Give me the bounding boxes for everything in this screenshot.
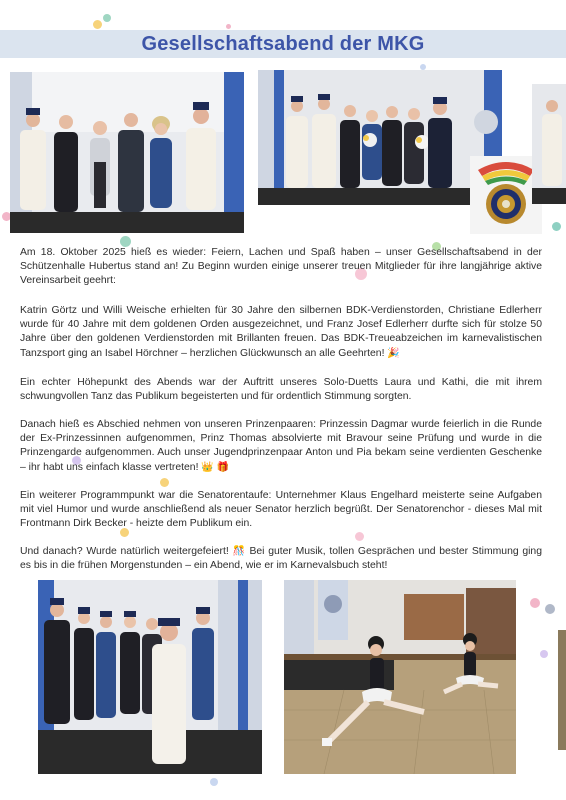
article-body [20,376,542,404]
confetti-dot [530,598,540,608]
paragraph-intro: Am 18. Oktober 2025 hieß es wieder: Feiern, Lachen und Spaß haben – unser Gesellschaftsabend in der Schützenhalle Hubertus stand an! Zu Beginn wurden einige unserer treuen Mitglieder für ihre langjährige aktive Vereinsarbeit geehrt: [20,247,542,287]
confetti-dot [103,14,111,22]
party-popper-icon: 🎉 [387,347,400,359]
paragraph-farewell-text: Danach hieß es Abschied nehmen von unseren Prinzenpaaren: Prinzessin Dagmar wurde feierlich in die Runde der Ex-Prinzessinnen aufgenommen, Prinz Thomas absolvierte mit Bravour seine Prüfung und wurde in die Prinzengarde aufgenommen. Auch unser Jugendprinzenpaar Anton und Pia bekam seine verdienten Geschenke – ihr habt uns einfach klasse vertreten! [20,419,542,473]
crown-gift-icon: 👑 🎁 [201,461,230,473]
paragraph-honors-text: Katrin Görtz und Willi Weische erhielten für 30 Jahre den silbernen BDK-Verdienstorden, Christiane Edlerherr wurde für 40 Jahre mit dem goldenen Orden ausgezeichnet, und Franz Josef Edlerherr durfte sich für stolze 50 Jahre über den goldenen Verdienstorden mit Brillanten freuen. Das BDK-Treueabzeichen im karnevalistischen Tanzsport ging an Isabel Hörchner – herzlichen Glückwunsch an alle Geehrten! [20,305,542,359]
confetti-dot [160,478,169,487]
confetti-dot [545,604,555,614]
paragraph-closing [20,545,542,573]
photo-edge-fragment [558,630,566,750]
confetti-dot [355,532,364,541]
paragraph-honors [20,304,542,361]
article-body [20,545,542,573]
article-body [20,418,542,475]
paragraph-senator: Ein weiterer Programmpunkt war die Senatorentaufe: Unternehmer Klaus Engelhard meisterte seine Aufgaben mit viel Humor und wurde anschließend als neuer Senator herzlich begrüßt. Der Senatorenchor - dieses Mal mit Frontmann Dirk Becker - heizte dem Publikum ein. [20,490,542,530]
page-title: Gesellschaftsabend der MKG [141,33,425,55]
photo-edge-fragment [532,84,566,204]
confetti-dot [226,24,231,29]
article-body [20,489,542,532]
article-body [20,246,542,289]
article-body [20,304,542,361]
photo-dance-duet [284,580,516,774]
confetti-dot [540,650,548,658]
photo-award-ceremony [258,70,502,205]
confetti-dot [552,222,561,231]
paragraph-closing-text-2: Bei guter Musik, tollen Gesprächen und bester Stimmung ging es bis in die frühen Morgenstunden – ein Abend, wie er im Karnevalsbuch steht! [20,546,542,572]
photo-senator-taufe [38,580,262,774]
confetti-dot [210,778,218,786]
confetti-ball-icon: 🎊 [232,546,246,557]
paragraph-farewell [20,418,542,475]
confetti-dot [93,20,102,29]
paragraph-duet: Ein echter Höhepunkt des Abends war der Auftritt unseres Solo-Duetts Laura und Kathi, die mit ihrem schwungvollen Tanz das Publikum begeisterten und für ordentlich Stimmung sorgten. [20,377,542,403]
paragraph-closing-text: Und danach? Wurde natürlich weitergefeiert! [20,546,229,557]
photo-honorees-group [10,72,244,233]
